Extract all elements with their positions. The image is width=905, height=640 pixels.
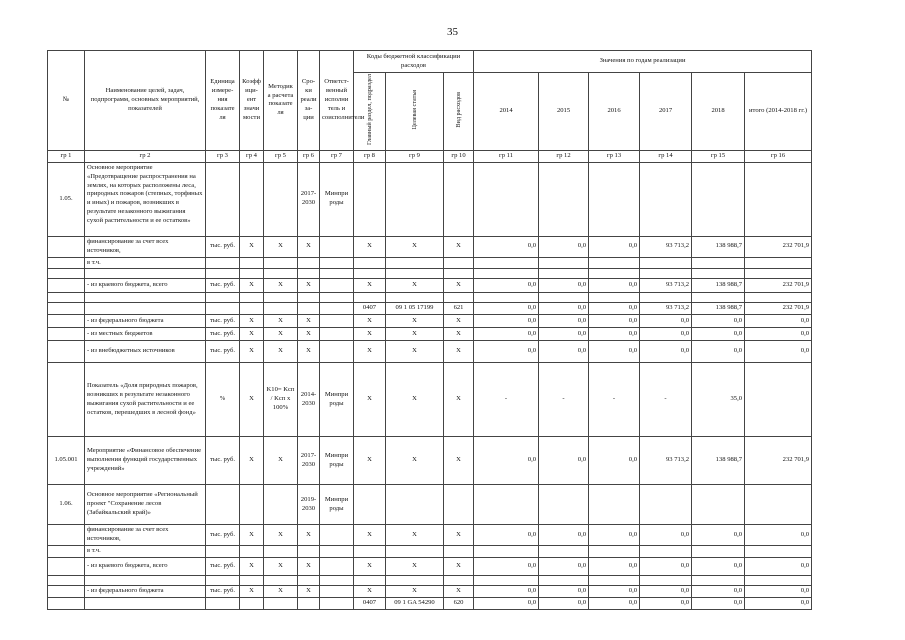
header-term: Сро-ки реали за-ции — [298, 51, 320, 151]
row-method: X — [264, 279, 298, 293]
row-value-2017: 0,0 — [640, 315, 692, 328]
row-value-2018: 138 988,7 — [692, 437, 745, 485]
row-total: 232 701,9 — [745, 303, 812, 315]
row-value-2017: 0,0 — [640, 586, 692, 598]
row-value-2017: - — [640, 363, 692, 437]
row-total: 0,0 — [745, 525, 812, 546]
row-code-article: X — [386, 328, 444, 341]
row-value-2014: 0,0 — [474, 437, 539, 485]
row-value-2014: - — [474, 363, 539, 437]
row-term: 2014-2030 — [298, 363, 320, 437]
row-method: X — [264, 315, 298, 328]
row-name: - из внебюджетных источников — [85, 341, 206, 363]
row-coefficient: X — [240, 341, 264, 363]
row-value-2018: 0,0 — [692, 597, 745, 609]
row-value-2015: 0,0 — [539, 341, 589, 363]
column-number: гр 5 — [264, 150, 298, 162]
row-code-chapter: X — [354, 279, 386, 293]
header-code-chapter: Главный раздел, подраздел — [354, 73, 386, 151]
row-value-2014: 0,0 — [474, 279, 539, 293]
row-name: в т.ч. — [85, 257, 206, 269]
row-code-article: X — [386, 525, 444, 546]
header-year-2016: 2016 — [589, 73, 640, 151]
row-value-2017: 0,0 — [640, 328, 692, 341]
row-code-chapter: X — [354, 525, 386, 546]
column-number: гр 8 — [354, 150, 386, 162]
row-code-article: X — [386, 236, 444, 257]
row-value-2015: 0,0 — [539, 303, 589, 315]
table-row — [48, 558, 812, 576]
row-value-2014: 0,0 — [474, 303, 539, 315]
row-code-type: 621 — [444, 303, 474, 315]
row-code-article: X — [386, 315, 444, 328]
row-code-article: 09 1 05 17199 — [386, 303, 444, 315]
header-responsible: Ответст-венный исполни тель и соисполнители — [320, 51, 354, 151]
row-coefficient: X — [240, 279, 264, 293]
row-total: 0,0 — [745, 586, 812, 598]
row-name: в т.ч. — [85, 546, 206, 558]
row-code-type: X — [444, 328, 474, 341]
row-method: X — [264, 525, 298, 546]
row-code-article: 09 1 GA 54290 — [386, 597, 444, 609]
column-number: гр 7 — [320, 150, 354, 162]
header-num: № — [48, 51, 85, 151]
row-code-type: 620 — [444, 597, 474, 609]
row-value-2017: 93 713,2 — [640, 303, 692, 315]
row-value-2015: 0,0 — [539, 597, 589, 609]
row-value-2016: 0,0 — [589, 525, 640, 546]
row-code-chapter: X — [354, 437, 386, 485]
row-code-chapter: X — [354, 586, 386, 598]
header-years-group: Значения по годам реализации — [474, 51, 812, 73]
row-name: - из краевого бюджета, всего — [85, 279, 206, 293]
column-numbers-row — [48, 150, 812, 162]
table-row — [48, 363, 812, 437]
table-row — [48, 597, 812, 609]
row-method: X — [264, 236, 298, 257]
row-code-type: X — [444, 279, 474, 293]
row-coefficient: X — [240, 558, 264, 576]
row-code-chapter: X — [354, 341, 386, 363]
row-code-article: X — [386, 558, 444, 576]
table-row — [48, 586, 812, 598]
header-year-2017: 2017 — [640, 73, 692, 151]
row-term: 2019-2030 — [298, 485, 320, 525]
row-value-2015: 0,0 — [539, 315, 589, 328]
row-name: Основное мероприятие «Предотвращение распространения на землях, на которых расположены леса, природных пожаров (степных, торфяных и иных) и пожаров, возникших в результате незаконного выжигания сухой растительности и ее остатков» — [85, 162, 206, 236]
table-row — [48, 315, 812, 328]
row-unit: тыс. руб. — [206, 315, 240, 328]
row-code-type: X — [444, 558, 474, 576]
row-value-2015: 0,0 — [539, 328, 589, 341]
row-total: 0,0 — [745, 315, 812, 328]
column-number: гр 12 — [539, 150, 589, 162]
column-number: гр 13 — [589, 150, 640, 162]
row-coefficient: X — [240, 315, 264, 328]
table-row — [48, 485, 812, 525]
row-value-2015: 0,0 — [539, 586, 589, 598]
row-value-2016: 0,0 — [589, 328, 640, 341]
row-method: X — [264, 341, 298, 363]
row-value-2014: 0,0 — [474, 597, 539, 609]
budget-table — [47, 50, 812, 610]
row-value-2018: 138 988,7 — [692, 303, 745, 315]
column-number: гр 4 — [240, 150, 264, 162]
row-unit: тыс. руб. — [206, 236, 240, 257]
row-value-2014: 0,0 — [474, 586, 539, 598]
row-code-type: X — [444, 341, 474, 363]
table-row — [48, 236, 812, 257]
table-row — [48, 162, 812, 236]
row-total: 0,0 — [745, 597, 812, 609]
table-row — [48, 546, 812, 558]
row-value-2018: 35,0 — [692, 363, 745, 437]
row-coefficient: X — [240, 525, 264, 546]
row-code-type: X — [444, 525, 474, 546]
table-row — [48, 257, 812, 269]
row-coefficient: X — [240, 363, 264, 437]
row-total: 0,0 — [745, 558, 812, 576]
header-method: Методик а расчета показате ля — [264, 51, 298, 151]
row-value-2016: 0,0 — [589, 586, 640, 598]
column-number: гр 3 — [206, 150, 240, 162]
row-code-type: X — [444, 363, 474, 437]
row-unit: % — [206, 363, 240, 437]
row-value-2015: 0,0 — [539, 279, 589, 293]
row-method: X — [264, 558, 298, 576]
row-value-2018: 0,0 — [692, 315, 745, 328]
row-term: 2017-2030 — [298, 437, 320, 485]
row-coefficient: X — [240, 437, 264, 485]
row-value-2014: 0,0 — [474, 236, 539, 257]
row-code-chapter: 0407 — [354, 597, 386, 609]
row-term: 2017-2030 — [298, 162, 320, 236]
row-code-type: X — [444, 586, 474, 598]
row-value-2017: 0,0 — [640, 525, 692, 546]
row-responsible: Минпри роды — [320, 363, 354, 437]
row-value-2015: 0,0 — [539, 525, 589, 546]
column-number: гр 10 — [444, 150, 474, 162]
row-value-2016: 0,0 — [589, 236, 640, 257]
table-row — [48, 341, 812, 363]
row-value-2017: 0,0 — [640, 558, 692, 576]
row-value-2017: 0,0 — [640, 597, 692, 609]
table-row — [48, 269, 812, 279]
column-number: гр 14 — [640, 150, 692, 162]
row-term: X — [298, 279, 320, 293]
row-name: - из федерального бюджета — [85, 586, 206, 598]
row-value-2016: 0,0 — [589, 597, 640, 609]
row-value-2017: 0,0 — [640, 341, 692, 363]
column-number: гр 15 — [692, 150, 745, 162]
header-codes-group: Коды бюджетной классификации расходов — [354, 51, 474, 73]
row-value-2015: - — [539, 363, 589, 437]
header-year-2018: 2018 — [692, 73, 745, 151]
row-total: 0,0 — [745, 341, 812, 363]
column-number: гр 2 — [85, 150, 206, 162]
header-name: Наименование целей, задач, подпрограмм, основных мероприятий, показателей — [85, 51, 206, 151]
row-term: X — [298, 328, 320, 341]
row-value-2018: 0,0 — [692, 341, 745, 363]
table-row — [48, 328, 812, 341]
row-total: 0,0 — [745, 328, 812, 341]
table-row — [48, 576, 812, 586]
row-total: 232 701,9 — [745, 437, 812, 485]
header-unit: Единица измере-ния показате ля — [206, 51, 240, 151]
row-value-2016: 0,0 — [589, 437, 640, 485]
row-value-2015: 0,0 — [539, 236, 589, 257]
row-code-chapter: X — [354, 558, 386, 576]
header-year-2015: 2015 — [539, 73, 589, 151]
header-total: итого (2014-2018 гг.) — [745, 73, 812, 151]
row-name: Основное мероприятие «Региональный проект "Сохранение лесов (Забайкальский край)» — [85, 485, 206, 525]
row-coefficient: X — [240, 586, 264, 598]
row-unit: тыс. руб. — [206, 341, 240, 363]
row-code-article: X — [386, 437, 444, 485]
row-code-chapter: X — [354, 363, 386, 437]
row-name: - из федерального бюджета — [85, 315, 206, 328]
header-coefficient: Коэфф ици-ент значи мости — [240, 51, 264, 151]
row-value-2016: 0,0 — [589, 279, 640, 293]
row-term: X — [298, 315, 320, 328]
column-number: гр 1 — [48, 150, 85, 162]
row-num: 1.06. — [48, 485, 85, 525]
row-name: финансирование за счет всех источников, — [85, 525, 206, 546]
column-number: гр 11 — [474, 150, 539, 162]
row-unit: тыс. руб. — [206, 586, 240, 598]
row-value-2016: 0,0 — [589, 341, 640, 363]
row-value-2017: 93 713,2 — [640, 279, 692, 293]
row-value-2016: 0,0 — [589, 315, 640, 328]
row-code-article: X — [386, 279, 444, 293]
row-value-2014: 0,0 — [474, 525, 539, 546]
row-code-article: X — [386, 363, 444, 437]
header-code-article: Целевая статья — [386, 73, 444, 151]
row-code-type: X — [444, 236, 474, 257]
row-value-2018: 0,0 — [692, 586, 745, 598]
row-term: X — [298, 236, 320, 257]
row-code-type: X — [444, 437, 474, 485]
row-value-2016: 0,0 — [589, 303, 640, 315]
row-coefficient: X — [240, 328, 264, 341]
row-num: 1.05.001 — [48, 437, 85, 485]
row-name: - из краевого бюджета, всего — [85, 558, 206, 576]
row-coefficient: X — [240, 236, 264, 257]
row-term: X — [298, 558, 320, 576]
row-total: 232 701,9 — [745, 236, 812, 257]
column-number: гр 16 — [745, 150, 812, 162]
column-number: гр 9 — [386, 150, 444, 162]
row-code-type: X — [444, 315, 474, 328]
row-code-chapter: 0407 — [354, 303, 386, 315]
column-number: гр 6 — [298, 150, 320, 162]
row-term: X — [298, 525, 320, 546]
row-code-article: X — [386, 341, 444, 363]
table-row — [48, 525, 812, 546]
table-row — [48, 279, 812, 293]
row-value-2017: 93 713,2 — [640, 236, 692, 257]
row-term: X — [298, 586, 320, 598]
row-responsible: Минпри роды — [320, 485, 354, 525]
page-number: 35 — [447, 26, 458, 38]
row-method: X — [264, 586, 298, 598]
row-value-2015: 0,0 — [539, 437, 589, 485]
row-responsible: Минпри роды — [320, 162, 354, 236]
row-value-2018: 0,0 — [692, 328, 745, 341]
row-value-2016: 0,0 — [589, 558, 640, 576]
row-value-2016: - — [589, 363, 640, 437]
table-row — [48, 293, 812, 303]
row-value-2018: 138 988,7 — [692, 279, 745, 293]
row-term: X — [298, 341, 320, 363]
row-unit: тыс. руб. — [206, 558, 240, 576]
row-name: Мероприятие «Финансовое обеспечение выполнения функций государственных учреждений» — [85, 437, 206, 485]
row-value-2014: 0,0 — [474, 341, 539, 363]
header-code-type: Вид расходов — [444, 73, 474, 151]
row-code-article: X — [386, 586, 444, 598]
row-responsible: Минпри роды — [320, 437, 354, 485]
table-row — [48, 303, 812, 315]
row-name: финансирование за счет всех источников, — [85, 236, 206, 257]
row-unit: тыс. руб. — [206, 279, 240, 293]
row-code-chapter: X — [354, 236, 386, 257]
row-value-2014: 0,0 — [474, 315, 539, 328]
row-value-2018: 138 988,7 — [692, 236, 745, 257]
row-value-2018: 0,0 — [692, 525, 745, 546]
header-year-2014: 2014 — [474, 73, 539, 151]
row-name: Показатель «Доля природных пожаров, возникших в результате незаконного выжигания сухой растительности и ее остатков, перешедших в лесной фонд» — [85, 363, 206, 437]
row-unit: тыс. руб. — [206, 525, 240, 546]
row-method: K10= Kсп / Kсп х 100% — [264, 363, 298, 437]
row-code-chapter: X — [354, 315, 386, 328]
row-method: X — [264, 328, 298, 341]
row-value-2017: 93 713,2 — [640, 437, 692, 485]
table-row — [48, 437, 812, 485]
row-value-2018: 0,0 — [692, 558, 745, 576]
row-total: 232 701,9 — [745, 279, 812, 293]
row-code-chapter: X — [354, 328, 386, 341]
row-method: X — [264, 437, 298, 485]
row-value-2014: 0,0 — [474, 558, 539, 576]
row-value-2015: 0,0 — [539, 558, 589, 576]
row-unit: тыс. руб. — [206, 437, 240, 485]
row-num: 1.05. — [48, 162, 85, 236]
row-unit: тыс. руб. — [206, 328, 240, 341]
row-name: - из местных бюджетов — [85, 328, 206, 341]
row-value-2014: 0,0 — [474, 328, 539, 341]
